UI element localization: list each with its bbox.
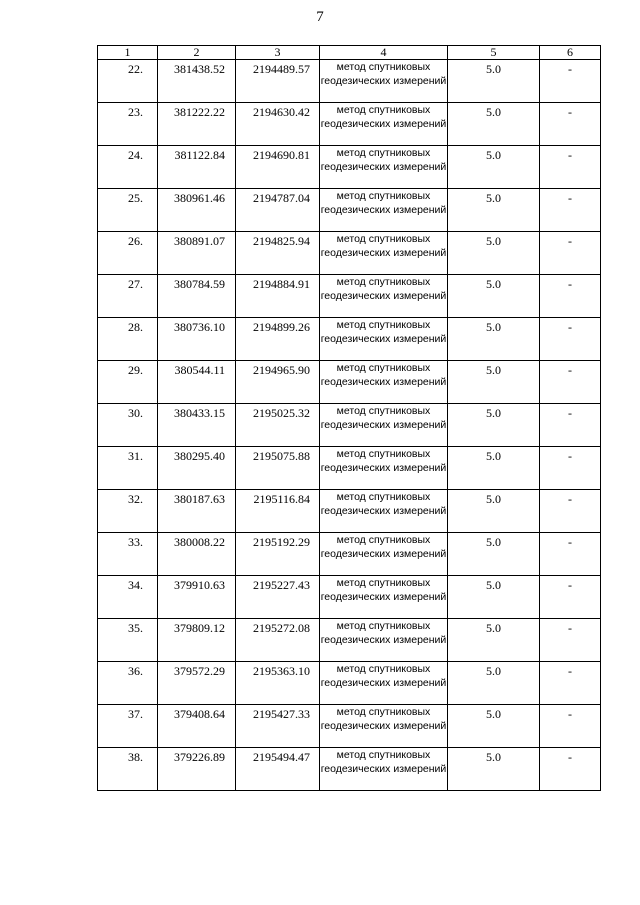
note-cell: - (540, 318, 601, 361)
accuracy-cell: 5.0 (448, 662, 540, 705)
accuracy-cell: 5.0 (448, 103, 540, 146)
y-coordinate-cell: 2194965.90 (236, 361, 320, 404)
y-coordinate-cell: 2194690.81 (236, 146, 320, 189)
point-number-cell: 34. (98, 576, 158, 619)
method-cell: метод спутниковых геодезических измерений (320, 103, 448, 146)
y-coordinate-cell: 2194787.04 (236, 189, 320, 232)
x-coordinate-cell: 381438.52 (158, 60, 236, 103)
y-coordinate-cell: 2194899.26 (236, 318, 320, 361)
column-header: 4 (320, 46, 448, 60)
point-number-cell: 38. (98, 748, 158, 791)
note-cell: - (540, 662, 601, 705)
point-number-cell: 30. (98, 404, 158, 447)
y-coordinate-cell: 2195363.10 (236, 662, 320, 705)
method-cell: метод спутниковых геодезических измерений (320, 619, 448, 662)
table-row (98, 490, 601, 533)
note-cell: - (540, 60, 601, 103)
x-coordinate-cell: 380295.40 (158, 447, 236, 490)
accuracy-cell: 5.0 (448, 533, 540, 576)
accuracy-cell: 5.0 (448, 275, 540, 318)
method-cell: метод спутниковых геодезических измерений (320, 748, 448, 791)
y-coordinate-cell: 2194489.57 (236, 60, 320, 103)
y-coordinate-cell: 2194884.91 (236, 275, 320, 318)
accuracy-cell: 5.0 (448, 490, 540, 533)
accuracy-cell: 5.0 (448, 619, 540, 662)
point-number-cell: 31. (98, 447, 158, 490)
accuracy-cell: 5.0 (448, 447, 540, 490)
accuracy-cell: 5.0 (448, 189, 540, 232)
point-number-cell: 25. (98, 189, 158, 232)
table-row (98, 189, 601, 232)
table-row (98, 146, 601, 189)
note-cell: - (540, 748, 601, 791)
y-coordinate-cell: 2195227.43 (236, 576, 320, 619)
point-number-cell: 28. (98, 318, 158, 361)
point-number-cell: 26. (98, 232, 158, 275)
note-cell: - (540, 576, 601, 619)
note-cell: - (540, 103, 601, 146)
point-number-cell: 36. (98, 662, 158, 705)
table-row (98, 748, 601, 791)
x-coordinate-cell: 379408.64 (158, 705, 236, 748)
table-row (98, 60, 601, 103)
x-coordinate-cell: 379572.29 (158, 662, 236, 705)
y-coordinate-cell: 2195192.29 (236, 533, 320, 576)
method-cell: метод спутниковых геодезических измерений (320, 490, 448, 533)
table-row (98, 275, 601, 318)
x-coordinate-cell: 380736.10 (158, 318, 236, 361)
method-cell: метод спутниковых геодезических измерений (320, 146, 448, 189)
accuracy-cell: 5.0 (448, 318, 540, 361)
accuracy-cell: 5.0 (448, 705, 540, 748)
table-row (98, 318, 601, 361)
point-number-cell: 24. (98, 146, 158, 189)
point-number-cell: 22. (98, 60, 158, 103)
table-row (98, 232, 601, 275)
method-cell: метод спутниковых геодезических измерений (320, 705, 448, 748)
table-row (98, 533, 601, 576)
y-coordinate-cell: 2194825.94 (236, 232, 320, 275)
note-cell: - (540, 705, 601, 748)
method-cell: метод спутниковых геодезических измерений (320, 447, 448, 490)
y-coordinate-cell: 2195427.33 (236, 705, 320, 748)
column-header: 5 (448, 46, 540, 60)
y-coordinate-cell: 2194630.42 (236, 103, 320, 146)
note-cell: - (540, 232, 601, 275)
note-cell: - (540, 361, 601, 404)
note-cell: - (540, 275, 601, 318)
accuracy-cell: 5.0 (448, 146, 540, 189)
x-coordinate-cell: 379910.63 (158, 576, 236, 619)
method-cell: метод спутниковых геодезических измерений (320, 361, 448, 404)
point-number-cell: 37. (98, 705, 158, 748)
x-coordinate-cell: 380433.15 (158, 404, 236, 447)
y-coordinate-cell: 2195025.32 (236, 404, 320, 447)
accuracy-cell: 5.0 (448, 60, 540, 103)
y-coordinate-cell: 2195494.47 (236, 748, 320, 791)
table-row (98, 662, 601, 705)
method-cell: метод спутниковых геодезических измерений (320, 318, 448, 361)
y-coordinate-cell: 2195272.08 (236, 619, 320, 662)
method-cell: метод спутниковых геодезических измерений (320, 189, 448, 232)
y-coordinate-cell: 2195116.84 (236, 490, 320, 533)
method-cell: метод спутниковых геодезических измерений (320, 60, 448, 103)
x-coordinate-cell: 380784.59 (158, 275, 236, 318)
method-cell: метод спутниковых геодезических измерений (320, 576, 448, 619)
point-number-cell: 32. (98, 490, 158, 533)
coordinates-table (97, 45, 601, 791)
point-number-cell: 23. (98, 103, 158, 146)
x-coordinate-cell: 379809.12 (158, 619, 236, 662)
column-header: 1 (98, 46, 158, 60)
table-row (98, 447, 601, 490)
x-coordinate-cell: 379226.89 (158, 748, 236, 791)
point-number-cell: 35. (98, 619, 158, 662)
column-header: 2 (158, 46, 236, 60)
x-coordinate-cell: 380961.46 (158, 189, 236, 232)
note-cell: - (540, 619, 601, 662)
x-coordinate-cell: 380891.07 (158, 232, 236, 275)
note-cell: - (540, 533, 601, 576)
x-coordinate-cell: 381222.22 (158, 103, 236, 146)
point-number-cell: 29. (98, 361, 158, 404)
table-row (98, 619, 601, 662)
table-row (98, 361, 601, 404)
y-coordinate-cell: 2195075.88 (236, 447, 320, 490)
method-cell: метод спутниковых геодезических измерений (320, 404, 448, 447)
table-row (98, 404, 601, 447)
x-coordinate-cell: 380008.22 (158, 533, 236, 576)
x-coordinate-cell: 380544.11 (158, 361, 236, 404)
note-cell: - (540, 490, 601, 533)
note-cell: - (540, 447, 601, 490)
note-cell: - (540, 189, 601, 232)
table-row (98, 103, 601, 146)
table-header-row (98, 46, 601, 60)
accuracy-cell: 5.0 (448, 404, 540, 447)
x-coordinate-cell: 380187.63 (158, 490, 236, 533)
point-number-cell: 27. (98, 275, 158, 318)
x-coordinate-cell: 381122.84 (158, 146, 236, 189)
accuracy-cell: 5.0 (448, 361, 540, 404)
note-cell: - (540, 146, 601, 189)
table-row (98, 576, 601, 619)
accuracy-cell: 5.0 (448, 576, 540, 619)
accuracy-cell: 5.0 (448, 232, 540, 275)
method-cell: метод спутниковых геодезических измерений (320, 533, 448, 576)
method-cell: метод спутниковых геодезических измерений (320, 275, 448, 318)
table-row (98, 705, 601, 748)
column-header: 3 (236, 46, 320, 60)
column-header: 6 (540, 46, 601, 60)
accuracy-cell: 5.0 (448, 748, 540, 791)
point-number-cell: 33. (98, 533, 158, 576)
method-cell: метод спутниковых геодезических измерений (320, 662, 448, 705)
page-number: 7 (316, 9, 324, 25)
note-cell: - (540, 404, 601, 447)
method-cell: метод спутниковых геодезических измерений (320, 232, 448, 275)
